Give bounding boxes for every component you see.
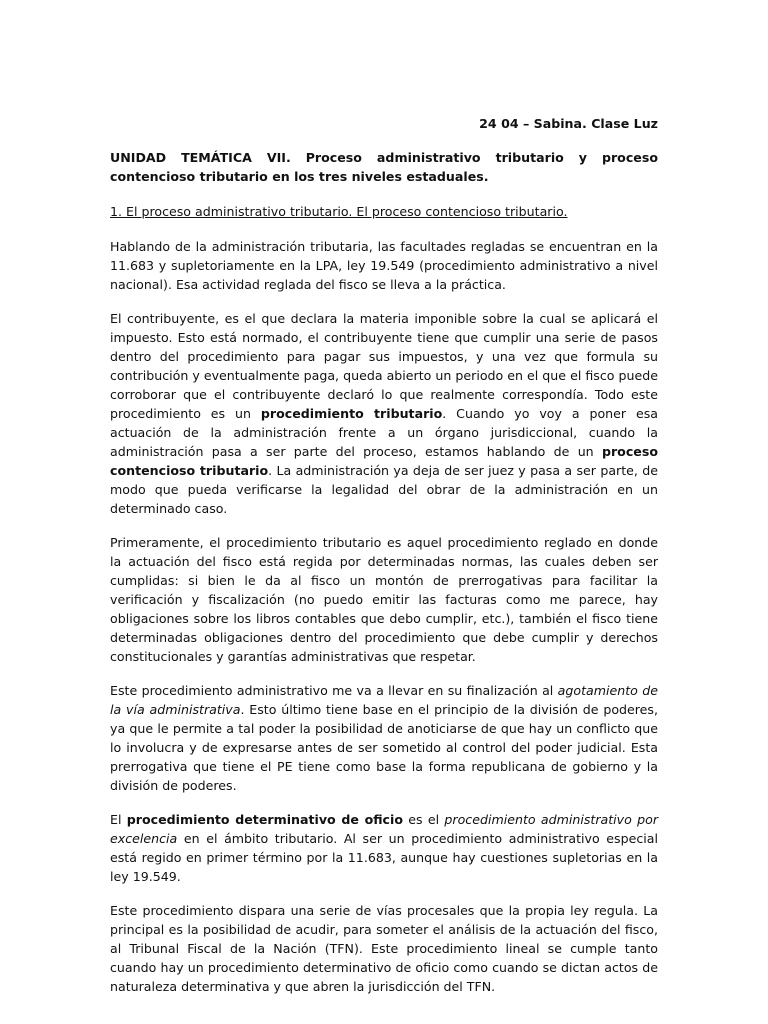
paragraph-5 <box>110 810 658 886</box>
paragraph-5-text-1: El <box>110 812 127 827</box>
paragraph-6: Este procedimiento dispara una serie de vías procesales que la propia ley regula. La principal es la posibilidad de acudir, para someter el análisis de la actuación del fisco, al Tribunal Fiscal de la Nación (TFN). Este procedimiento lineal se cumple tanto cuando hay un procedimiento determinativo de oficio como cuando se dictan actos de naturaleza determinativa y que abren la jurisdicción del TFN. <box>110 903 658 994</box>
paragraph-2-bold-2: proceso contencioso tributario <box>110 444 658 478</box>
paragraph-1: Hablando de la administración tributaria, las facultades regladas se encuentran en la 11.683 y supletoriamente en la LPA, ley 19.549 (procedimiento administrativo a nivel nacional). Esa actividad reglada del fisco se lleva a la práctica. <box>110 239 658 292</box>
section-heading: 1. El proceso administrativo tributario. El proceso contencioso tributario. <box>110 204 568 219</box>
paragraph-2-text-1: El contribuyente, es el que declara la materia imponible sobre la cual se aplicará el impuesto. Esto está normado, el contribuyente tiene que cumplir una serie de pasos dentro del procedimiento para pagar sus impuestos, y una vez que formula su contribución y eventualmente paga, queda abierto un periodo en el que el fisco puede corroborar que el contribuyente declaró lo que realmente correspondía. Todo este procedimiento es un <box>110 311 658 421</box>
paragraph-5-bold-1: procedimiento determinativo de oficio <box>126 812 403 827</box>
paragraph-3: Primeramente, el procedimiento tributario es aquel procedimiento reglado en donde la actuación del fisco está regida por determinadas normas, las cuales deben ser cumplidas: si bien le da al fisco un montón de prerrogativas para facilitar la verificación y fiscalización (no puedo emitir las facturas como me parece, hay obligaciones sobre los libros contables que debo cumplir, etc.), también el fisco tiene determinadas obligaciones dentro del procedimiento que debe cumplir y derechos constitucionales y garantías administrativas que respetar. <box>110 535 658 664</box>
paragraph-2-text-2: . Cuando yo voy a poner esa actuación de la administración frente a un órgano jurisdiccional, cuando la administración pasa a ser parte del proceso, estamos hablando de un <box>110 406 659 459</box>
paragraph-5-text-3: en el ámbito tributario. Al ser un procedimiento administrativo especial está regido en primer término por la 11.683, aunque hay cuestiones supletorias en la ley 19.549. <box>110 831 658 884</box>
unit-title: UNIDAD TEMÁTICA VII. Proceso administrativo tributario y proceso contencioso tributario en los tres niveles estaduales. <box>110 150 658 184</box>
paragraph-2-bold-1: procedimiento tributario <box>260 406 443 421</box>
paragraph-5-text-2: es el <box>403 812 445 827</box>
paragraph-4-text-1: Este procedimiento administrativo me va a llevar en su finalización al <box>110 683 558 698</box>
paragraph-4-text-2: . Esto último tiene base en el principio de la división de poderes, ya que le permite a tal poder la posibilidad de anoticiarse de que hay un conflicto que lo involucra y de expresarse antes de ser sometido al control del poder judicial. Esta prerrogativa que tiene el PE tiene como base la forma republicana de gobierno y la división de poderes. <box>110 702 658 793</box>
paragraph-5-italic-1: procedimiento administrativo por excelencia <box>110 812 658 846</box>
document-header: 24 04 – Sabina. Clase Luz <box>479 116 658 131</box>
paragraph-4 <box>110 681 658 795</box>
document-body <box>110 114 658 1011</box>
paragraph-2-text-3: . La administración ya deja de ser juez y pasa a ser parte, de modo que pueda verificarse la legalidad del obrar de la administración en un determinado caso. <box>110 463 658 516</box>
paragraph-4-italic-1: agotamiento de la vía administrativa <box>110 683 658 717</box>
paragraph-2 <box>110 309 658 518</box>
